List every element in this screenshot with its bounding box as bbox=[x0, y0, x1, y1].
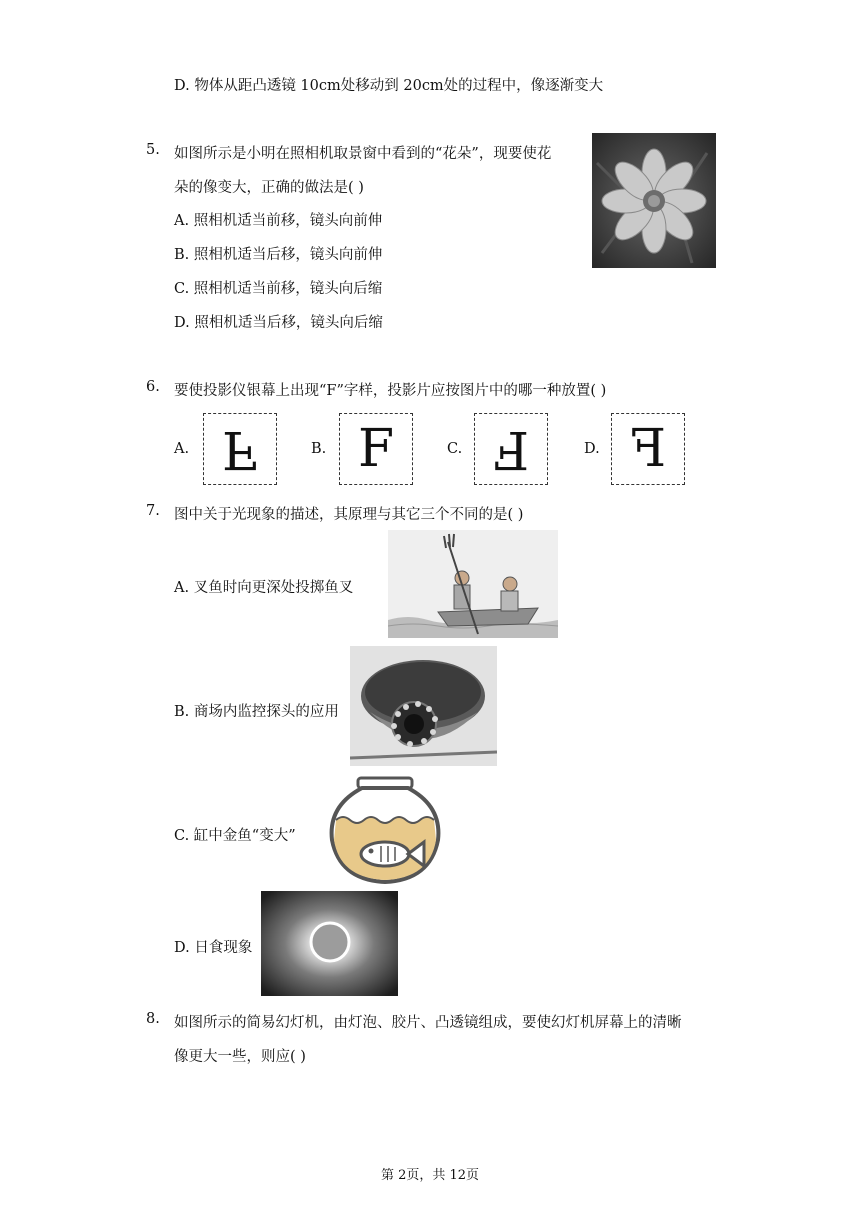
q5-option-a: A. 照相机适当前移，镜头向前伸 bbox=[174, 213, 383, 229]
q6-option-c-box bbox=[474, 413, 548, 485]
q6-number: 6. bbox=[146, 379, 160, 395]
q6-option-d-glyph: F bbox=[629, 419, 667, 479]
camera-image bbox=[350, 646, 497, 766]
eclipse-image bbox=[261, 891, 398, 996]
fishbowl-image bbox=[326, 776, 444, 886]
spearfishing-image bbox=[388, 530, 558, 638]
q7-option-a: A. 叉鱼时向更深处投掷鱼叉 bbox=[174, 580, 354, 596]
q5-option-c: C. 照相机适当前移，镜头向后缩 bbox=[174, 281, 383, 297]
q7-option-d: D. 日食现象 bbox=[174, 940, 253, 956]
q6-option-b-box bbox=[339, 413, 413, 485]
q8-number: 8. bbox=[146, 1011, 160, 1027]
q5-option-d: D. 照相机适当后移，镜头向后缩 bbox=[174, 315, 383, 331]
q6-option-a-glyph: F bbox=[221, 419, 259, 479]
q6-option-a-box bbox=[203, 413, 277, 485]
q5-option-b: B. 照相机适当后移，镜头向前伸 bbox=[174, 247, 383, 263]
q7-number: 7. bbox=[146, 503, 160, 519]
q6-stem: 要使投影仪银幕上出现“F”字样，投影片应按图片中的哪一种放置( ) bbox=[174, 383, 607, 399]
q6-label-b: B. bbox=[311, 441, 327, 457]
flower-photo bbox=[592, 133, 716, 268]
q8-stem-line2: 像更大一些，则应( ) bbox=[174, 1049, 306, 1065]
q5-stem-line1: 如图所示是小明在照相机取景窗中看到的“花朵”，现要使花 bbox=[174, 146, 552, 162]
q6-option-d-box bbox=[611, 413, 685, 485]
q6-label-a: A. bbox=[174, 441, 190, 457]
q5-stem-line2: 朵的像变大，正确的做法是( ) bbox=[174, 180, 364, 196]
q6-label-d: D. bbox=[584, 441, 600, 457]
q7-option-b: B. 商场内监控探头的应用 bbox=[174, 704, 339, 720]
q8-stem-line1: 如图所示的简易幻灯机，由灯泡、胶片、凸透镜组成，要使幻灯机屏幕上的清晰 bbox=[174, 1015, 682, 1031]
q5-number: 5. bbox=[146, 142, 160, 158]
q6-option-c-glyph: F bbox=[492, 419, 530, 479]
q7-option-c: C. 缸中金鱼“变大” bbox=[174, 828, 296, 844]
q4-option-d: D. 物体从距凸透镜 10cm处移动到 20cm处的过程中，像逐渐变大 bbox=[174, 78, 604, 94]
page-footer: 第 2页，共 12页 bbox=[380, 1168, 480, 1183]
q6-label-c: C. bbox=[447, 441, 463, 457]
q7-stem: 图中关于光现象的描述，其原理与其它三个不同的是( ) bbox=[174, 507, 524, 523]
q6-option-b-glyph: F bbox=[357, 419, 395, 479]
